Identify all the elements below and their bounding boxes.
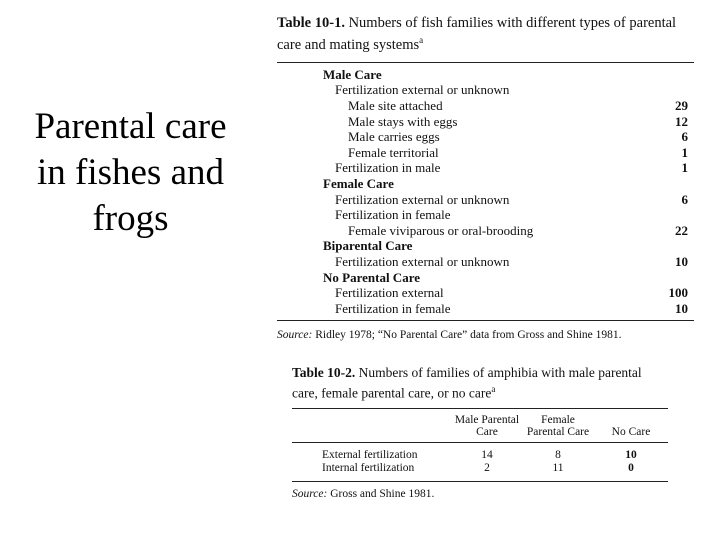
table2-source [292,488,668,500]
table1-row [277,270,694,286]
table1-row-value [648,67,694,83]
table2-header-cell: Female Parental Care [526,413,590,438]
table1-row-label: Biparental Care [323,238,413,254]
table2-source-text: Gross and Shine 1981. [330,487,435,500]
table1-row-value: 12 [675,113,688,129]
table2-cell: 8 [555,448,561,461]
table1-row-label: No Parental Care [323,269,420,285]
table1-row-label: Male Care [323,66,382,82]
slide-title [18,104,243,242]
table2-header-cell: Male Parental Care [454,413,520,438]
table1-caption [277,15,694,54]
table1-row-value [648,238,694,254]
table1-row-label: Fertilization in male [335,160,441,176]
table1-row-label: Fertilization external or unknown [335,253,510,269]
table1-row-value: 1 [681,144,688,160]
table1-row-value: 6 [681,129,688,145]
table1-row-value: 10 [675,253,688,269]
fish-parental-care-table [277,15,694,341]
slide-title-line: frogs [92,198,169,239]
table1-row-value: 1 [681,160,688,176]
table1-row [277,254,694,270]
amphibia-parental-care-table [292,365,668,500]
table1-body [277,67,694,317]
table1-row-label: Fertilization external [335,285,444,301]
table1-caption-label: Table 10-1. [277,15,345,31]
table1-row [277,192,694,208]
table1-source-text: Ridley 1978; “No Parental Care” data from Gross and Shine 1981. [315,329,622,342]
table1-row-label: Male stays with eggs [348,113,458,129]
table2-row-label: External fertilization [322,448,418,461]
table2-row-label: Internal fertilization [322,462,415,474]
table1-top-rule [277,62,694,63]
table2-row [292,442,668,462]
table1-row-value: 29 [675,98,688,114]
table1-row-value [648,176,694,192]
table1-row [277,238,694,254]
table2-row [292,462,668,481]
table1-bottom-rule [277,320,694,321]
table1-row [277,129,694,145]
table1-caption-mark: a [419,35,424,45]
table1-row-value [648,270,694,286]
table2-cell: 14 [481,448,493,461]
table1-row-label: Female territorial [348,144,439,160]
table1-row-value [648,82,694,98]
table2-caption [292,365,668,402]
table1-row [277,207,694,223]
table2-header-cell [292,409,452,443]
table1-row-label: Male carries eggs [348,129,440,145]
table1-row [277,223,694,239]
table1-row-label: Fertilization external or unknown [335,82,510,98]
slide-title-line: in fishes and [36,152,225,193]
table1-row-label: Female viviparous or oral-brooding [348,222,534,238]
table1-row-label: Fertilization external or unknown [335,191,510,207]
table2-header-row [292,409,668,443]
table1-caption-text: Numbers of fish families with different types of parental care and mating systems [277,15,677,53]
table1-row [277,67,694,83]
table2-header-cell: No Care [611,426,651,438]
table1-row [277,114,694,130]
table1-row [277,98,694,114]
table1-source [277,329,694,341]
table1-row [277,301,694,317]
table2-cell: 11 [552,462,564,474]
table1-row [277,82,694,98]
table1-row-value: 22 [675,222,688,238]
table1-row-value [648,207,694,223]
table1-row [277,176,694,192]
table1-row [277,160,694,176]
table2-source-label: Source: [292,487,328,500]
table1-row-value: 6 [681,191,688,207]
table2-grid [292,409,668,482]
table1-row-value: 10 [675,300,688,316]
table1-row-label: Male site attached [348,98,443,114]
table1-row-label: Fertilization in female [335,300,451,316]
table1-source-label: Source: [277,329,313,342]
table2-cell: 10 [625,448,637,461]
table2-cell: 0 [628,462,634,474]
table2-caption-label: Table 10-2. [292,365,356,380]
table1-row [277,285,694,301]
table2-caption-text: Numbers of families of amphibia with male parental care, female parental care, or no care [292,365,642,401]
table1-row [277,145,694,161]
table2-caption-mark: a [491,384,496,394]
table1-row-label: Fertilization in female [335,207,451,223]
table1-row-value: 100 [668,285,688,301]
slide-title-line: Parental care [34,106,227,147]
table1-row-label: Female Care [323,175,394,191]
table2-cell: 2 [484,462,490,474]
